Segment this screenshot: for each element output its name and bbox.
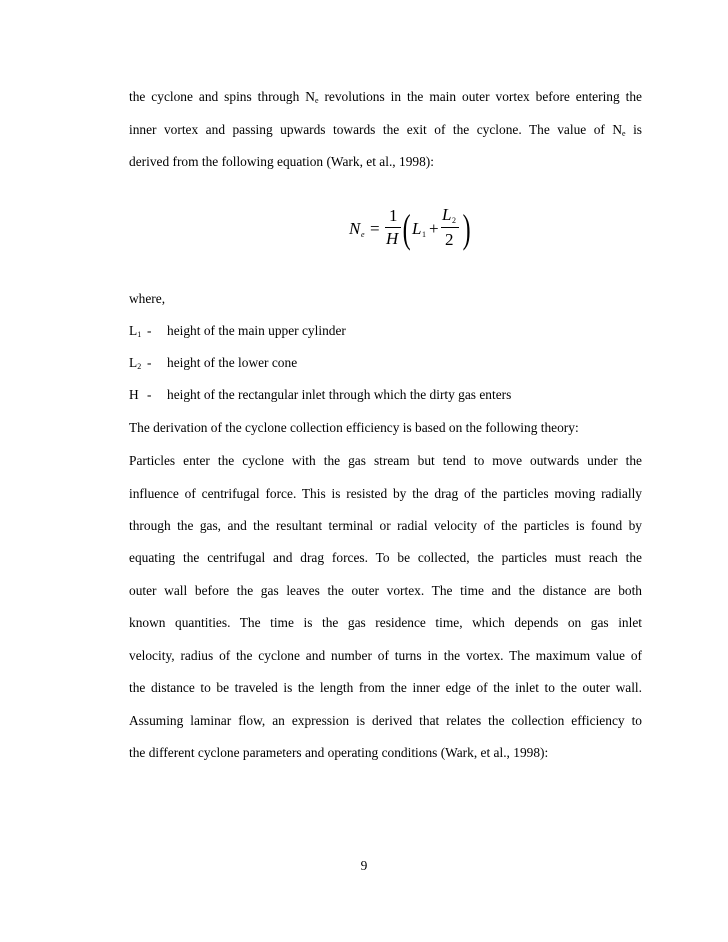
eq-term1-sub: 1: [422, 230, 426, 239]
definition-dash: -: [147, 355, 152, 370]
eq-num1: 1: [389, 206, 398, 225]
eq-fraction-bar-2: [441, 227, 459, 228]
equation-ne: [345, 203, 485, 263]
paragraph-3-line-5: outer wall before the gas leaves the outer vortex. The time and the distance are both: [129, 583, 642, 598]
definition-dash: -: [147, 387, 152, 402]
where-label: where,: [129, 291, 166, 306]
definition-text: height of the lower cone: [167, 355, 298, 370]
eq-den1: H: [386, 229, 399, 248]
paragraph-3-line-9: Assuming laminar flow, an expression is derived that relates the collection efficiency to: [129, 713, 642, 728]
subscript: e: [314, 96, 319, 105]
text-run: the cyclone and spins through N: [129, 89, 315, 104]
eq-den2: 2: [445, 230, 454, 249]
paragraph-3-line-2: influence of centrifugal force. This is resisted by the drag of the particles moving radially: [129, 486, 642, 501]
paragraph-3-line-4: equating the centrifugal and drag forces. To be collected, the particles must reach the: [129, 550, 642, 565]
eq-right-paren: ): [462, 206, 471, 251]
paragraph-2: The derivation of the cyclone collection efficiency is based on the following theory:: [129, 420, 579, 435]
definition-text: height of the rectangular inlet through which the dirty gas enters: [167, 387, 512, 402]
paragraph-1-line-3: derived from the following equation (Wark, et al., 1998):: [129, 154, 434, 169]
text-run: inner vortex and passing upwards towards the exit of the cyclone. The value of N: [129, 122, 623, 137]
paragraph-3-line-10: the different cyclone parameters and operating conditions (Wark, et al., 1998):: [129, 745, 549, 760]
page-number: 9: [360, 858, 368, 873]
definition-l1: [129, 322, 642, 344]
eq-plus: +: [429, 219, 439, 238]
definition-h: [129, 386, 642, 404]
definition-symbol: $L_2$: [129, 355, 142, 371]
eq-lhs: N: [349, 219, 361, 238]
paragraph-1-line-2: [129, 121, 642, 143]
eq-num2: L: [442, 205, 452, 224]
definition-symbol: H: [129, 387, 139, 402]
eq-fraction-bar-1: [385, 227, 401, 228]
eq-num2-sub: 2: [452, 216, 456, 225]
subscript: e: [622, 129, 626, 138]
eq-equals: =: [370, 219, 380, 238]
eq-left-paren: (: [402, 206, 411, 251]
eq-term1: L: [412, 219, 422, 238]
text-run: is: [625, 122, 643, 137]
text-run: revolutions in the main outer vortex before entering the: [318, 89, 642, 104]
definition-dash: -: [147, 323, 152, 338]
definition-text: height of the main upper cylinder: [167, 323, 346, 338]
paragraph-3-line-7: velocity, radius of the cyclone and number of turns in the vortex. The maximum value of: [129, 648, 642, 663]
paragraph-3-line-3: through the gas, and the resultant terminal or radial velocity of the particles is found by: [129, 518, 642, 533]
paragraph-3-line-8: the distance to be traveled is the length from the inner edge of the inlet to the outer wall.: [129, 680, 642, 695]
definition-l2: [129, 354, 642, 376]
paragraph-3-line-1: Particles enter the cyclone with the gas stream but tend to move outwards under the: [129, 453, 642, 468]
definition-symbol: $L_1$: [129, 323, 142, 339]
eq-lhs-sub: e: [361, 230, 365, 239]
paragraph-1-line-1: [129, 88, 642, 110]
paragraph-3-line-6: known quantities. The time is the gas residence time, which depends on gas inlet: [129, 615, 642, 630]
